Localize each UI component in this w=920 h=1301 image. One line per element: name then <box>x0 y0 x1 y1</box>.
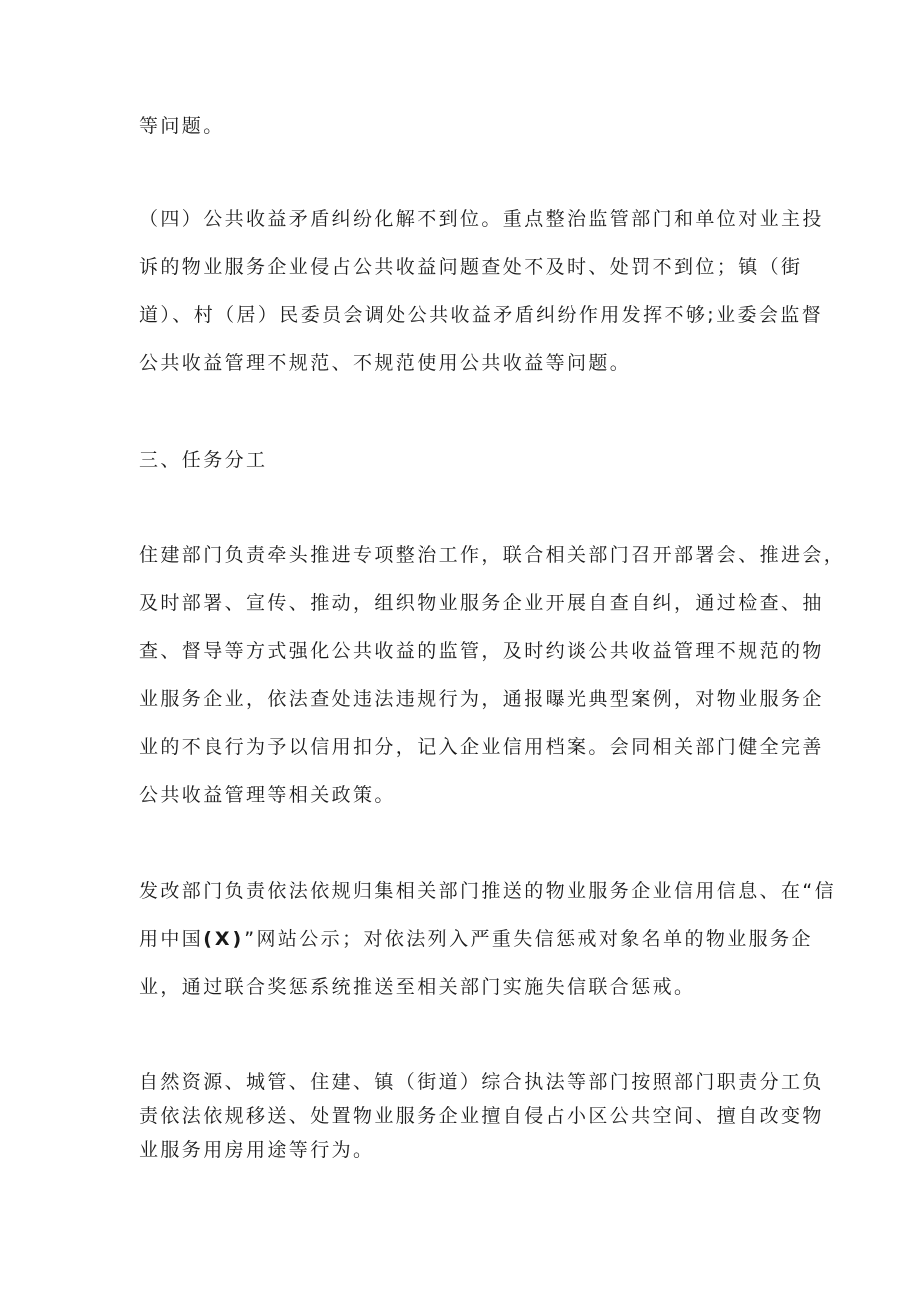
text-line: 诉的物业服务企业侵占公共收益问题查处不及时、处罚不到位；镇（街 <box>139 256 803 278</box>
text-line: 查、督导等方式强化公共收益的监管，及时约谈公共收益管理不规范的物 <box>139 640 824 662</box>
text-line: 责依法依规移送、处置物业服务企业擅自侵占小区公共空间、擅自改变物 <box>139 1105 824 1127</box>
section-heading: 三、任务分工 <box>139 449 268 471</box>
text-line: 发改部门负责依法依规归集相关部门推送的物业服务企业信用信息、在“信 <box>139 880 837 902</box>
text-line: 业，通过联合奖惩系统推送至相关部门实施失信联合惩戒。 <box>139 976 696 998</box>
text-segment: 用中国 <box>139 928 204 950</box>
text-line: 业服务用房用途等行为。 <box>139 1139 375 1161</box>
text-segment-bold: (X) <box>203 928 245 950</box>
text-line: 业的不良行为予以信用扣分，记入企业信用档案。会同相关部门健全完善 <box>139 736 824 758</box>
text-line <box>139 927 813 951</box>
text-line: 道）、村（居）民委员会调处公共收益矛盾纠纷作用发挥不够;业委会监督 <box>139 304 824 326</box>
text-segment: ”网站公示；对依法列入严重失信惩戒对象名单的物业服务企 <box>244 928 813 950</box>
text-line: 自然资源、城管、住建、镇（街道）综合执法等部门按照部门职责分工负 <box>139 1071 824 1093</box>
text-line: 住建部门负责牵头推进专项整治工作，联合相关部门召开部署会、推进会， <box>139 544 846 566</box>
text-line: （四）公共收益矛盾纠纷化解不到位。重点整治监管部门和单位对业主投 <box>139 208 824 230</box>
text-line: 公共收益管理等相关政策。 <box>139 784 396 806</box>
text-line: 及时部署、宣传、推动，组织物业服务企业开展自查自纠，通过检查、抽 <box>139 592 824 614</box>
text-line: 业服务企业，依法查处违法违规行为，通报曝光典型案例，对物业服务企 <box>139 688 824 710</box>
text-line: 公共收益管理不规范、不规范使用公共收益等问题。 <box>139 352 632 374</box>
text-line: 等问题。 <box>139 115 225 137</box>
